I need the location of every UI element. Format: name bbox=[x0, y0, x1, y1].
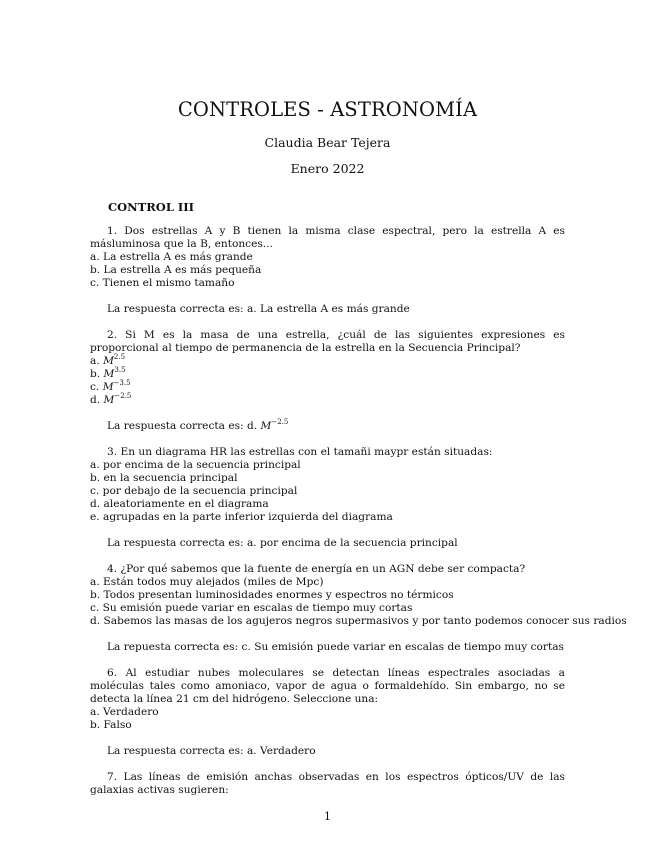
math-exponent: −2.5 bbox=[114, 392, 132, 400]
answer-4: La repuesta correcta es: c. Su emisión puede variar en escalas de tiempo muy cortas bbox=[107, 641, 564, 653]
question-text: 3. En un diagrama HR las estrellas con el tamañi maypr están situadas: bbox=[107, 446, 493, 458]
option-c bbox=[90, 381, 565, 394]
question-4 bbox=[90, 563, 627, 628]
math-base: M bbox=[103, 355, 114, 367]
question-text: 2. Si M es la masa de una estrella, ¿cuál de las siguientes expresiones es proporcional al tiempo de permanencia de la estrella en la Secuencia Principal? bbox=[90, 329, 565, 354]
math-exponent: 3.5 bbox=[114, 366, 126, 374]
math-exponent: −2.5 bbox=[271, 418, 289, 426]
option-a: a. por encima de la secuencia principal bbox=[90, 459, 301, 471]
option-c: c. Su emisión puede variar en escalas de tiempo muy cortas bbox=[90, 602, 413, 614]
questions-list bbox=[90, 225, 627, 810]
option-b: b. en la secuencia principal bbox=[90, 472, 238, 484]
math-base: M bbox=[103, 394, 115, 406]
question-7 bbox=[90, 771, 565, 797]
answer-2 bbox=[90, 420, 565, 433]
option-b: b. Todos presentan luminosidades enormes y espectros no térmicos bbox=[90, 589, 454, 601]
option-a: a. La estrella A es más grande bbox=[90, 251, 253, 263]
math-base: M bbox=[103, 368, 115, 380]
option-c: c. por debajo de la secuencia principal bbox=[90, 485, 298, 497]
option-e: e. agrupadas en la parte inferior izquierda del diagrama bbox=[90, 511, 393, 523]
option-b: b. Falso bbox=[90, 719, 132, 731]
question-text: 1. Dos estrellas A y B tienen la misma clase espectral, pero la estrella A es másluminosa que la B, entonces... bbox=[90, 225, 565, 250]
option-b: b. La estrella A es más pequeña bbox=[90, 264, 262, 276]
document-title: CONTROLES - ASTRONOMÍA bbox=[177, 98, 478, 121]
answer-3: La respuesta correcta es: a. por encima de la secuencia principal bbox=[107, 537, 458, 549]
document-date: Enero 2022 bbox=[290, 161, 365, 176]
math-exponent: −3.5 bbox=[113, 379, 131, 387]
option-prefix: b. bbox=[90, 368, 101, 380]
option-prefix: d. bbox=[90, 394, 101, 406]
option-d: d. Sabemos las masas de los agujeros negros supermasivos y por tanto podemos conocer sus radios bbox=[90, 615, 627, 627]
question-2 bbox=[90, 329, 565, 407]
math-exponent: 2.5 bbox=[113, 353, 126, 361]
page-number: 1 bbox=[324, 810, 331, 823]
answer-1: La respuesta correcta es: a. La estrella A es más grande bbox=[107, 303, 410, 315]
question-1 bbox=[90, 225, 565, 290]
option-prefix: c. bbox=[90, 381, 100, 393]
option-prefix: a. bbox=[90, 355, 100, 367]
answer-6: La respuesta correcta es: a. Verdadero bbox=[107, 745, 316, 757]
answer-prefix: La respuesta correcta es: d. bbox=[107, 420, 258, 432]
option-b bbox=[90, 368, 565, 381]
option-c: c. Tienen el mismo tamaño bbox=[90, 277, 235, 289]
option-d: d. aleatoriamente en el diagrama bbox=[90, 498, 269, 510]
option-a bbox=[90, 355, 565, 368]
math-base: M bbox=[260, 420, 272, 432]
question-6 bbox=[90, 667, 565, 732]
math-base: M bbox=[102, 381, 114, 393]
question-text: 6. Al estudiar nubes moleculares se detectan líneas espectrales asociadas a moléculas tales como amoniaco, vapor de agua o formaldehído. Sin embargo, no se detecta la línea 21 cm del hidrógeno. Seleccione una: bbox=[90, 667, 565, 705]
option-d bbox=[90, 394, 565, 407]
option-a: a. Verdadero bbox=[90, 706, 159, 718]
question-text: 4. ¿Por qué sabemos que la fuente de energía en un AGN debe ser compacta? bbox=[107, 563, 526, 575]
section-heading: CONTROL III bbox=[108, 200, 195, 214]
question-3 bbox=[90, 446, 565, 524]
option-a: a. Están todos muy alejados (miles de Mpc) bbox=[90, 576, 324, 588]
question-text: 7. Las líneas de emisión anchas observadas en los espectros ópticos/UV de las galaxias activas sugieren: bbox=[90, 771, 565, 796]
document-author: Claudia Bear Tejera bbox=[264, 135, 391, 150]
